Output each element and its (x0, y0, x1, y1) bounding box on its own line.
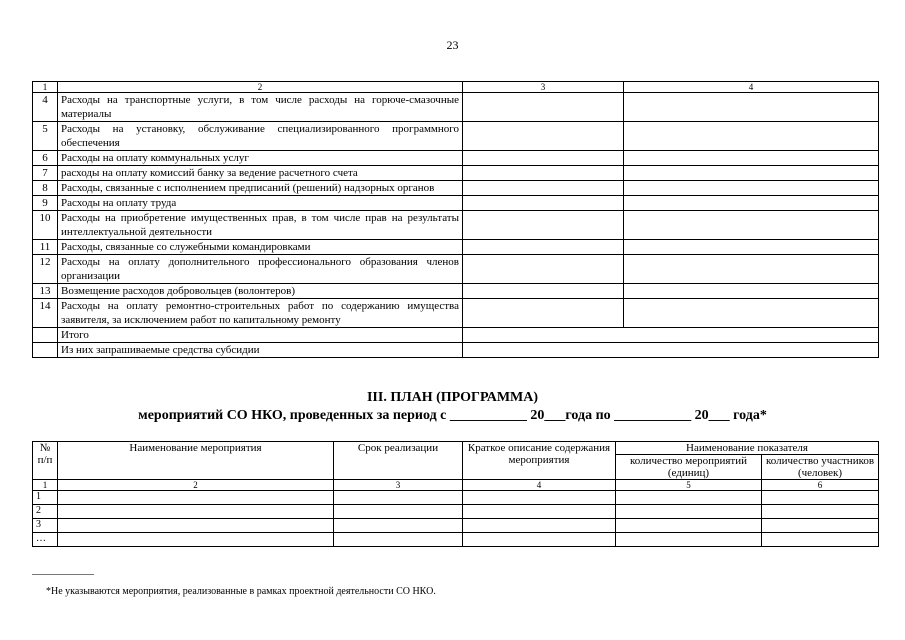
row-cell-4 (624, 284, 879, 299)
row-number: 11 (33, 240, 58, 255)
row-cell-4 (624, 211, 879, 240)
cell (762, 533, 879, 547)
cell (762, 519, 879, 533)
row-text: расходы на оплату комиссий банку за ведение расчетного счета (58, 166, 463, 181)
cell (58, 519, 334, 533)
header-term: Срок реализации (334, 442, 463, 480)
row-cell-3 (463, 284, 624, 299)
row-number: 12 (33, 255, 58, 284)
header-description: Краткое описание содержания мероприятия (463, 442, 616, 480)
row-number: 3 (33, 519, 58, 533)
col-number: 6 (762, 480, 879, 491)
row-cell-3 (463, 122, 624, 151)
table-row (33, 284, 879, 299)
row-cell-4 (624, 299, 879, 328)
table-row (33, 181, 879, 196)
row-cell-3 (463, 93, 624, 122)
row-number: 7 (33, 166, 58, 181)
expenses-table (32, 81, 879, 358)
row-cell-4 (624, 122, 879, 151)
row-cell-4 (624, 196, 879, 211)
row-number: 14 (33, 299, 58, 328)
section-subtitle: мероприятий СО НКО, проведенных за период с ___________ 20___года по ___________ 20___ года* (138, 408, 767, 423)
row-cell-4 (624, 93, 879, 122)
table-row (33, 519, 879, 533)
table-row-subsidy (33, 343, 879, 358)
cell (463, 491, 616, 505)
header-events-count: количество мероприятий (единиц) (616, 455, 762, 480)
row-cell-4 (624, 255, 879, 284)
row-cell-3 (463, 151, 624, 166)
row-cell-4 (624, 151, 879, 166)
header-participants-count: количество участников (человек) (762, 455, 879, 480)
cell (463, 519, 616, 533)
section-title: III. ПЛАН (ПРОГРАММА) (366, 390, 539, 405)
cell (616, 519, 762, 533)
header-num: № п/п (33, 442, 58, 480)
cell (58, 505, 334, 519)
col-number: 4 (463, 480, 616, 491)
table-row (33, 255, 879, 284)
plan-table (32, 441, 879, 547)
cell (762, 491, 879, 505)
row-text: Расходы, связанные с исполнением предписаний (решений) надзорных органов (58, 181, 463, 196)
row-number: 5 (33, 122, 58, 151)
row-number (33, 343, 58, 358)
col-number: 5 (616, 480, 762, 491)
header-col-2: 2 (58, 82, 463, 93)
col-number: 2 (58, 480, 334, 491)
total-value-cell (463, 328, 879, 343)
row-number: 10 (33, 211, 58, 240)
row-text: Расходы на оплату коммунальных услуг (58, 151, 463, 166)
row-text: Расходы на оплату дополнительного профессионального образования членов организации (58, 255, 463, 284)
row-number: 8 (33, 181, 58, 196)
row-cell-3 (463, 196, 624, 211)
cell (334, 491, 463, 505)
row-number: 13 (33, 284, 58, 299)
row-text: Расходы на оплату ремонтно-строительных работ по содержанию имущества заявителя, за исключением работ по капитальному ремонту (58, 299, 463, 328)
row-text: Возмещение расходов добровольцев (волонтеров) (58, 284, 463, 299)
subsidy-value-cell (463, 343, 879, 358)
row-number: 9 (33, 196, 58, 211)
header-indicator: Наименование показателя (616, 442, 879, 455)
header-col-3: 3 (463, 82, 624, 93)
row-text: Расходы, связанные со служебными командировками (58, 240, 463, 255)
row-text: Итого (58, 328, 463, 343)
table-row-total (33, 328, 879, 343)
row-cell-4 (624, 240, 879, 255)
column-numbers-row (33, 480, 879, 491)
cell (463, 533, 616, 547)
table-row (33, 240, 879, 255)
row-cell-3 (463, 181, 624, 196)
row-text: Расходы на транспортные услуги, в том числе расходы на горюче-смазочные материалы (58, 93, 463, 122)
cell (616, 491, 762, 505)
row-cell-3 (463, 211, 624, 240)
cell (334, 533, 463, 547)
row-number: 6 (33, 151, 58, 166)
cell (58, 533, 334, 547)
row-number: 2 (33, 505, 58, 519)
table-row (33, 196, 879, 211)
header-col-4: 4 (624, 82, 879, 93)
table-row (33, 93, 879, 122)
row-number: 4 (33, 93, 58, 122)
expenses-header-row (33, 82, 879, 93)
header-col-1: 1 (33, 82, 58, 93)
row-text: Расходы на приобретение имущественных прав, в том числе прав на результаты интеллектуальной деятельности (58, 211, 463, 240)
row-cell-3 (463, 255, 624, 284)
cell (616, 533, 762, 547)
col-number: 3 (334, 480, 463, 491)
table-row (33, 491, 879, 505)
cell (616, 505, 762, 519)
row-text: Расходы на оплату труда (58, 196, 463, 211)
table-row (33, 122, 879, 151)
row-number: … (33, 533, 58, 547)
row-cell-3 (463, 299, 624, 328)
row-text: Из них запрашиваемые средства субсидии (58, 343, 463, 358)
row-number (33, 328, 58, 343)
header-event-name: Наименование мероприятия (58, 442, 334, 480)
table-row (33, 166, 879, 181)
table-row (33, 211, 879, 240)
cell (334, 505, 463, 519)
row-cell-4 (624, 166, 879, 181)
cell (334, 519, 463, 533)
table-row (33, 299, 879, 328)
row-number: 1 (33, 491, 58, 505)
table-row (33, 151, 879, 166)
row-cell-3 (463, 166, 624, 181)
table-row (33, 505, 879, 519)
footnote: *Не указываются мероприятия, реализованные в рамках проектной деятельности СО НКО. (46, 586, 436, 597)
row-cell-3 (463, 240, 624, 255)
page-number: 23 (446, 38, 459, 52)
footnote-divider (32, 574, 94, 575)
row-cell-4 (624, 181, 879, 196)
cell (463, 505, 616, 519)
row-text: Расходы на установку, обслуживание специализированного программного обеспечения (58, 122, 463, 151)
col-number: 1 (33, 480, 58, 491)
table-row (33, 533, 879, 547)
cell (58, 491, 334, 505)
cell (762, 505, 879, 519)
